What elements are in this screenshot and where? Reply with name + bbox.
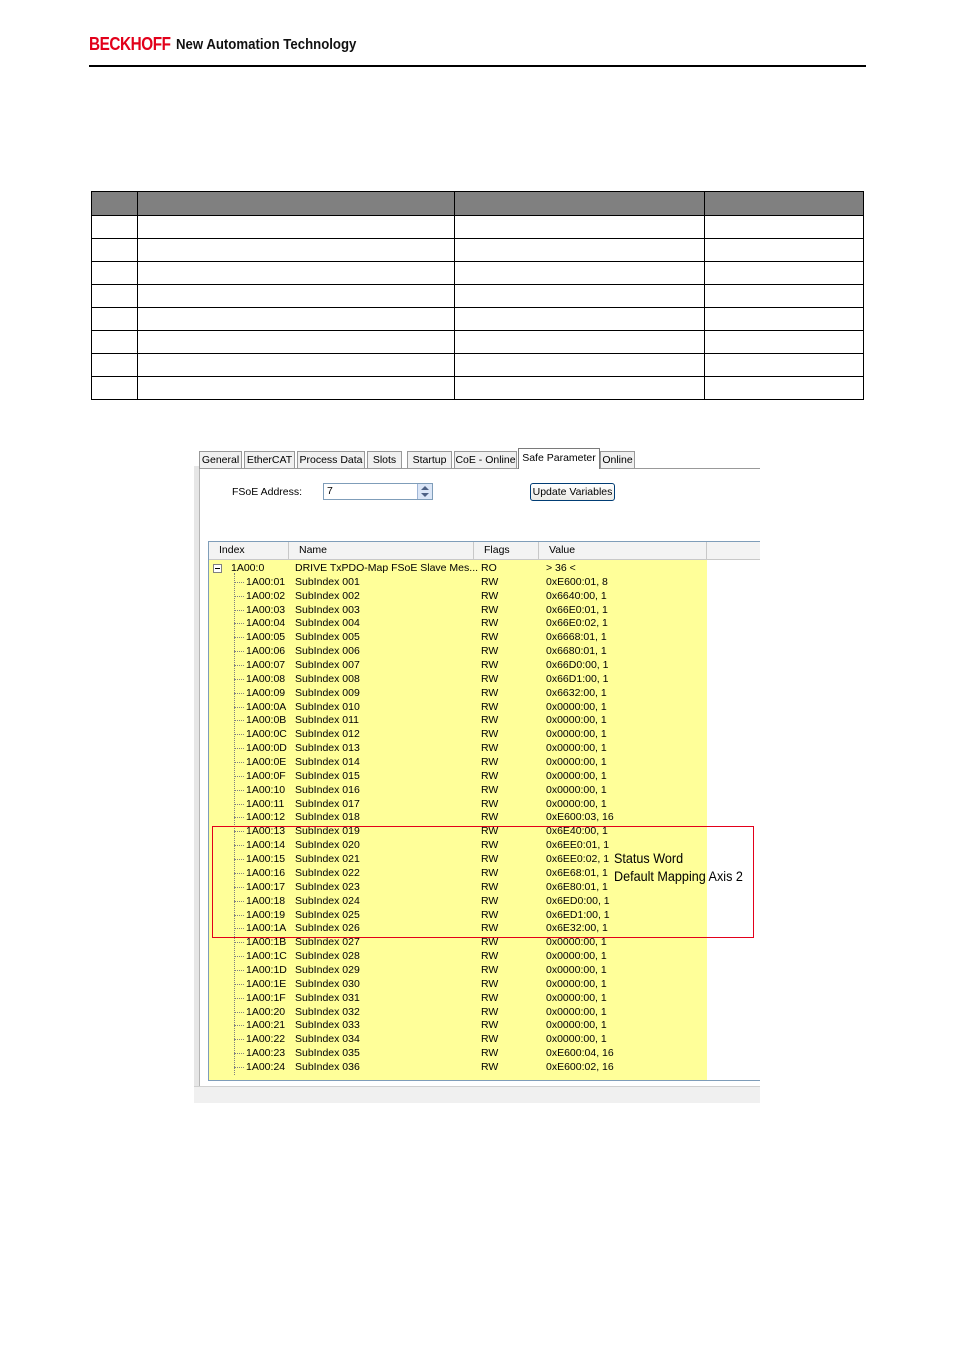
table-cell: [705, 377, 864, 400]
table-row[interactable]: [209, 1005, 760, 1019]
row-value: 0xE600:02, 16: [546, 1060, 614, 1073]
tree-connector: [234, 748, 244, 749]
row-value: 0x0000:00, 1: [546, 936, 607, 949]
row-flags: RW: [481, 1005, 499, 1018]
row-value: 0x6680:01, 1: [546, 645, 607, 658]
row-index: 1A00:0E: [246, 756, 287, 769]
row-flags: RW: [481, 894, 499, 907]
table-row: [92, 331, 864, 354]
table-row[interactable]: [209, 575, 760, 589]
tab-divider: [199, 468, 760, 469]
row-index: 1A00:02: [246, 589, 286, 602]
row-index: 1A00:23: [246, 1047, 286, 1060]
table-cell: [138, 354, 455, 377]
header-tagline: New Automation Technology: [176, 36, 357, 53]
tree-connector: [234, 1025, 244, 1026]
table-cell: [92, 377, 138, 400]
table-cell: [705, 354, 864, 377]
row-value: 0x0000:00, 1: [546, 756, 607, 769]
callout-line-1: Status Word: [614, 850, 684, 866]
bottom-panel: [194, 1086, 760, 1103]
table-row[interactable]: [209, 616, 760, 630]
table-row[interactable]: [209, 686, 760, 700]
table-row[interactable]: [209, 755, 760, 769]
row-index: 1A00:08: [246, 672, 286, 685]
row-flags: RW: [481, 769, 499, 782]
row-name: SubIndex 018: [295, 811, 360, 824]
tab-general[interactable]: General: [199, 451, 242, 468]
row-flags: RW: [481, 1047, 499, 1060]
row-index: 1A00:11: [246, 797, 285, 810]
row-name: SubIndex 015: [295, 769, 360, 782]
row-name: SubIndex 021: [295, 853, 360, 866]
table-row[interactable]: [209, 949, 760, 963]
row-value: 0x0000:00, 1: [546, 742, 607, 755]
table-row[interactable]: [209, 977, 760, 991]
row-name: SubIndex 023: [295, 880, 360, 893]
row-value: 0x6632:00, 1: [546, 686, 607, 699]
table-cell: [92, 285, 138, 308]
table-row[interactable]: [209, 1060, 760, 1074]
row-name: SubIndex 009: [295, 686, 360, 699]
row-value: 0x6640:00, 1: [546, 589, 607, 602]
row-name: SubIndex 020: [295, 839, 360, 852]
row-name: SubIndex 001: [295, 575, 360, 588]
row-value: 0x6EE0:02, 1: [546, 853, 610, 866]
column-header-flags[interactable]: Flags: [474, 542, 539, 559]
table-cell: [455, 354, 705, 377]
row-value: 0x6E68:01, 1: [546, 866, 608, 879]
row-index: 1A00:03: [246, 603, 286, 616]
row-name: SubIndex 008: [295, 672, 360, 685]
row-index: 1A00:22: [246, 1033, 286, 1046]
table-cell: [705, 285, 864, 308]
row-flags: RW: [481, 825, 499, 838]
row-value: > 36 <: [546, 562, 576, 574]
row-flags: RW: [481, 922, 499, 935]
tree-connector: [234, 582, 244, 583]
table-header-row: [92, 192, 864, 216]
row-index: 1A00:1D: [246, 963, 287, 976]
row-value: 0x6EE0:01, 1: [546, 839, 610, 852]
row-name: SubIndex 030: [295, 977, 360, 990]
table-row[interactable]: [209, 963, 760, 977]
tree-connector: [234, 1039, 244, 1040]
row-index: 1A00:09: [246, 686, 286, 699]
row-index: 1A00:14: [246, 839, 286, 852]
table-row[interactable]: [209, 700, 760, 714]
row-name: SubIndex 031: [295, 991, 360, 1004]
fsoe-address-value: 7: [327, 485, 333, 497]
row-flags: RW: [481, 700, 499, 713]
table-row: [92, 216, 864, 239]
tree-connector: [234, 776, 244, 777]
row-name: SubIndex 004: [295, 617, 360, 630]
column-header-value[interactable]: Value: [539, 542, 707, 559]
row-value: 0x66D1:00, 1: [546, 672, 609, 685]
tab-slots[interactable]: Slots: [367, 451, 402, 468]
row-name: SubIndex 007: [295, 659, 360, 672]
table-row[interactable]: [209, 589, 760, 603]
tab-ethercat[interactable]: EtherCAT: [244, 451, 295, 468]
tab-process-data[interactable]: Process Data: [297, 451, 365, 468]
tab-startup[interactable]: Startup: [407, 451, 452, 468]
row-flags: RW: [481, 756, 499, 769]
column-header-name[interactable]: Name: [289, 542, 474, 559]
table-cell: [455, 216, 705, 239]
table-row[interactable]: [209, 741, 760, 755]
row-name: SubIndex 032: [295, 1005, 360, 1018]
tree-connector: [234, 790, 244, 791]
fsoe-address-input[interactable]: [323, 483, 433, 500]
parent-row[interactable]: [209, 561, 760, 575]
table-row[interactable]: [209, 1032, 760, 1046]
row-value: 0x6668:01, 1: [546, 631, 607, 644]
table-cell: [455, 239, 705, 262]
row-value: 0x6E80:01, 1: [546, 880, 608, 893]
table-row[interactable]: [209, 783, 760, 797]
row-flags: RW: [481, 672, 499, 685]
row-flags: RW: [481, 839, 499, 852]
row-value: 0x0000:00, 1: [546, 991, 607, 1004]
table-cell: [705, 308, 864, 331]
row-value: 0x6ED1:00, 1: [546, 908, 610, 921]
spin-down-icon[interactable]: [421, 493, 429, 497]
table-row[interactable]: [209, 672, 760, 686]
table-header-cell: [138, 192, 455, 216]
tab-bar: [199, 448, 760, 469]
table-row[interactable]: [209, 658, 760, 672]
tree-connector: [234, 956, 244, 957]
row-name: SubIndex 033: [295, 1019, 360, 1032]
table-row[interactable]: [209, 1046, 760, 1060]
row-index: 1A00:1F: [246, 991, 286, 1004]
table-row[interactable]: [209, 1018, 760, 1032]
row-value: 0x0000:00, 1: [546, 1005, 607, 1018]
table-cell: [92, 354, 138, 377]
table-cell: [455, 262, 705, 285]
row-name: SubIndex 003: [295, 603, 360, 616]
row-flags: RW: [481, 714, 499, 727]
row-flags: RW: [481, 1060, 499, 1073]
tree-connector: [234, 1053, 244, 1054]
row-name: SubIndex 005: [295, 631, 360, 644]
table-cell: [92, 331, 138, 354]
update-variables-button[interactable]: Update Variables: [530, 483, 615, 501]
table-row[interactable]: [209, 991, 760, 1005]
row-index: 1A00:01: [246, 575, 286, 588]
table-row[interactable]: [209, 603, 760, 617]
row-flags: RW: [481, 631, 499, 644]
row-flags: RW: [481, 880, 499, 893]
row-name: SubIndex 017: [295, 797, 360, 810]
table-cell: [705, 216, 864, 239]
tree-connector: [234, 817, 244, 818]
row-name: SubIndex 002: [295, 589, 360, 602]
empty-table: [91, 191, 864, 400]
column-header-index[interactable]: Index: [209, 542, 289, 559]
parameter-list[interactable]: [208, 541, 760, 1081]
tree-connector: [234, 651, 244, 652]
row-index: 1A00:0B: [246, 714, 287, 727]
row-index: 1A00:18: [246, 894, 286, 907]
tree-connector: [234, 984, 244, 985]
list-header: [209, 542, 760, 560]
window-edge: [194, 466, 200, 1102]
beckhoff-logo: BECKHOFF: [89, 34, 171, 54]
row-index: 1A00:0: [231, 562, 265, 574]
tree-connector: [234, 707, 244, 708]
row-value: 0x0000:00, 1: [546, 700, 607, 713]
table-cell: [138, 285, 455, 308]
row-name: SubIndex 013: [295, 742, 360, 755]
row-flags: RW: [481, 853, 499, 866]
row-value: 0x0000:00, 1: [546, 1019, 607, 1032]
tree-connector: [234, 610, 244, 611]
tree-connector: [234, 679, 244, 680]
row-value: 0x0000:00, 1: [546, 797, 607, 810]
row-index: 1A00:21: [246, 1019, 286, 1032]
tab-coe-online[interactable]: CoE - Online: [454, 451, 517, 468]
row-index: 1A00:19: [246, 908, 286, 921]
row-index: 1A00:0A: [246, 700, 287, 713]
table-cell: [92, 216, 138, 239]
row-value: 0x0000:00, 1: [546, 783, 607, 796]
row-name: DRIVE TxPDO-Map FSoE Slave Mes...: [295, 562, 479, 574]
table-row: [92, 308, 864, 331]
row-flags: RW: [481, 963, 499, 976]
row-flags: RW: [481, 811, 499, 824]
row-flags: RW: [481, 728, 499, 741]
row-flags: RW: [481, 603, 499, 616]
tree-connector: [234, 637, 244, 638]
row-index: 1A00:06: [246, 645, 286, 658]
row-value: 0x0000:00, 1: [546, 950, 607, 963]
table-cell: [92, 262, 138, 285]
row-value: 0x6E40:00, 1: [546, 825, 608, 838]
row-value: 0x0000:00, 1: [546, 728, 607, 741]
spin-up-icon[interactable]: [421, 486, 429, 490]
tree-connector: [234, 970, 244, 971]
table-row: [92, 285, 864, 308]
tree-connector: [234, 1067, 244, 1068]
row-value: 0x0000:00, 1: [546, 963, 607, 976]
table-row[interactable]: [209, 644, 760, 658]
row-index: 1A00:1B: [246, 936, 287, 949]
row-flags: RW: [481, 686, 499, 699]
row-name: SubIndex 034: [295, 1033, 360, 1046]
table-row: [92, 354, 864, 377]
tree-connector: [234, 942, 244, 943]
table-row: [92, 239, 864, 262]
table-cell: [455, 331, 705, 354]
tree-connector: [234, 720, 244, 721]
row-flags: RW: [481, 908, 499, 921]
table-cell: [138, 262, 455, 285]
table-row[interactable]: [209, 630, 760, 644]
collapse-icon[interactable]: [213, 564, 222, 573]
row-value: 0x0000:00, 1: [546, 977, 607, 990]
row-flags: RW: [481, 797, 499, 810]
row-flags: RW: [481, 589, 499, 602]
row-index: 1A00:12: [246, 811, 286, 824]
row-name: SubIndex 016: [295, 783, 360, 796]
row-index: 1A00:20: [246, 1005, 286, 1018]
table-row[interactable]: [209, 713, 760, 727]
row-index: 1A00:0F: [246, 769, 286, 782]
table-cell: [455, 285, 705, 308]
row-flags: RW: [481, 936, 499, 949]
row-name: SubIndex 026: [295, 922, 360, 935]
row-index: 1A00:10: [246, 783, 286, 796]
row-flags: RW: [481, 1033, 499, 1046]
tree-connector: [234, 623, 244, 624]
row-flags: RO: [481, 562, 497, 574]
fsoe-address-label: FSoE Address:: [232, 486, 303, 498]
spin-buttons[interactable]: [417, 484, 432, 499]
table-cell: [138, 308, 455, 331]
row-index: 1A00:05: [246, 631, 286, 644]
tree-connector: [234, 665, 244, 666]
table-header-cell: [455, 192, 705, 216]
table-cell: [705, 239, 864, 262]
table-row[interactable]: [209, 727, 760, 741]
tab-safe-parameter[interactable]: Safe Parameter: [518, 448, 600, 469]
row-value: 0x66E0:02, 1: [546, 617, 608, 630]
row-value: 0xE600:01, 8: [546, 575, 608, 588]
row-index: 1A00:1A: [246, 922, 287, 935]
table-cell: [92, 308, 138, 331]
tree-connector: [234, 596, 244, 597]
row-value: 0xE600:04, 16: [546, 1047, 614, 1060]
row-name: SubIndex 029: [295, 963, 360, 976]
row-flags: RW: [481, 977, 499, 990]
callout-label: [614, 849, 743, 885]
table-row[interactable]: [209, 810, 760, 824]
table-cell: [705, 262, 864, 285]
row-name: SubIndex 014: [295, 756, 360, 769]
table-header-cell: [705, 192, 864, 216]
row-index: 1A00:15: [246, 853, 286, 866]
row-flags: RW: [481, 645, 499, 658]
row-index: 1A00:24: [246, 1060, 286, 1073]
row-name: SubIndex 035: [295, 1047, 360, 1060]
tab-online[interactable]: Online: [600, 451, 635, 468]
row-flags: RW: [481, 783, 499, 796]
row-name: SubIndex 028: [295, 950, 360, 963]
row-flags: RW: [481, 659, 499, 672]
table-cell: [138, 331, 455, 354]
row-value: 0x0000:00, 1: [546, 769, 607, 782]
table-cell: [455, 308, 705, 331]
row-flags: RW: [481, 991, 499, 1004]
row-value: 0xE600:03, 16: [546, 811, 614, 824]
row-index: 1A00:04: [246, 617, 286, 630]
row-index: 1A00:17: [246, 880, 286, 893]
row-flags: RW: [481, 1019, 499, 1032]
row-index: 1A00:07: [246, 659, 286, 672]
tree-connector: [234, 804, 244, 805]
row-index: 1A00:0D: [246, 742, 287, 755]
table-row[interactable]: [209, 797, 760, 811]
page-header: [89, 30, 866, 67]
tree-connector: [234, 762, 244, 763]
row-value: 0x0000:00, 1: [546, 1033, 607, 1046]
row-flags: RW: [481, 575, 499, 588]
table-row[interactable]: [209, 769, 760, 783]
row-name: SubIndex 024: [295, 894, 360, 907]
row-index: 1A00:1E: [246, 977, 287, 990]
row-flags: RW: [481, 742, 499, 755]
tree-connector: [234, 1012, 244, 1013]
row-name: SubIndex 006: [295, 645, 360, 658]
row-value: 0x6E32:00, 1: [546, 922, 608, 935]
row-name: SubIndex 027: [295, 936, 360, 949]
table-cell: [455, 377, 705, 400]
safe-parameter-dialog: [194, 446, 760, 1102]
row-index: 1A00:0C: [246, 728, 287, 741]
row-name: SubIndex 022: [295, 866, 360, 879]
row-name: SubIndex 025: [295, 908, 360, 921]
tree-connector: [234, 998, 244, 999]
table-row: [92, 377, 864, 400]
row-value: 0x66E0:01, 1: [546, 603, 608, 616]
row-index: 1A00:13: [246, 825, 286, 838]
row-flags: RW: [481, 950, 499, 963]
row-index: 1A00:16: [246, 866, 286, 879]
table-cell: [705, 331, 864, 354]
row-name: SubIndex 011: [295, 714, 360, 727]
table-cell: [92, 239, 138, 262]
table-header-cell: [92, 192, 138, 216]
table-row: [92, 262, 864, 285]
tree-connector: [234, 693, 244, 694]
table-cell: [138, 239, 455, 262]
row-name: SubIndex 010: [295, 700, 360, 713]
row-name: SubIndex 019: [295, 825, 360, 838]
row-name: SubIndex 036: [295, 1060, 360, 1073]
row-flags: RW: [481, 866, 499, 879]
row-name: SubIndex 012: [295, 728, 360, 741]
row-value: 0x66D0:00, 1: [546, 659, 609, 672]
row-value: 0x6ED0:00, 1: [546, 894, 610, 907]
row-flags: RW: [481, 617, 499, 630]
row-index: 1A00:1C: [246, 950, 287, 963]
callout-line-2: Default Mapping Axis 2: [614, 868, 743, 884]
table-cell: [138, 377, 455, 400]
table-cell: [138, 216, 455, 239]
tree-connector: [234, 734, 244, 735]
row-value: 0x0000:00, 1: [546, 714, 607, 727]
